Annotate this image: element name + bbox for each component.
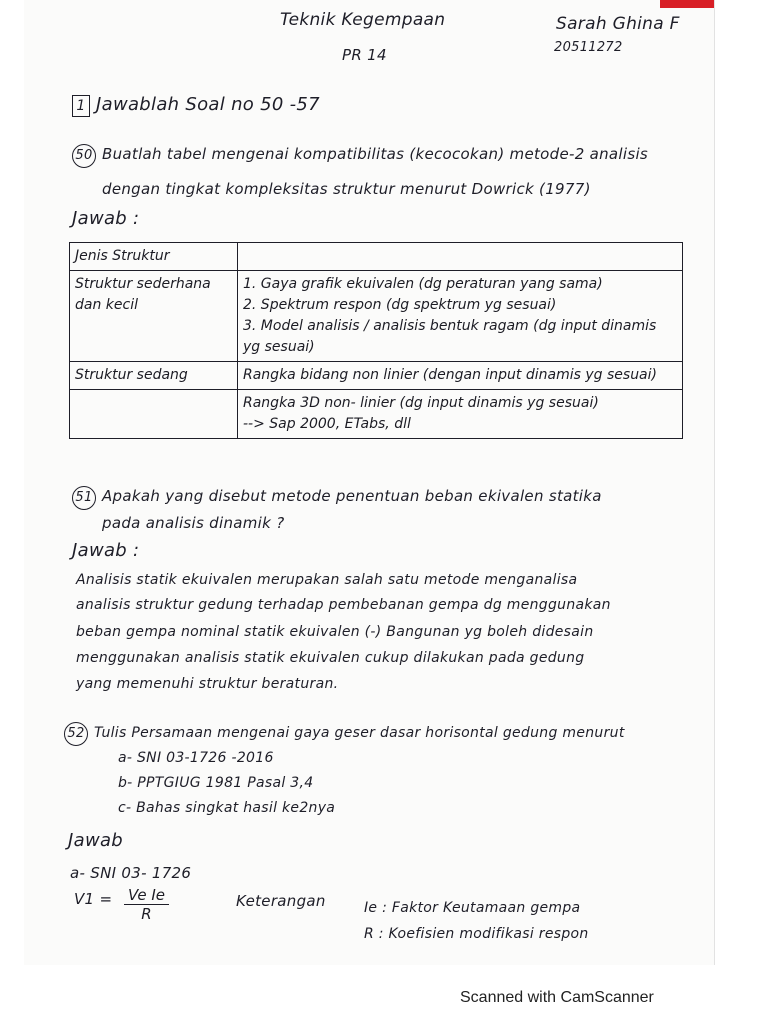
q51-answer-line: yang memenuhi struktur beraturan.: [76, 676, 339, 692]
q52-item: b- PPTGIUG 1981 Pasal 3,4: [118, 775, 314, 791]
table-header-empty-cell: [238, 243, 683, 271]
q51-answer-line: menggunakan analisis statik ekuivalen cukup dilakukan pada gedung: [76, 650, 585, 666]
method-item: 1. Gaya grafik ekuivalen (dg peraturan yang sama): [243, 276, 603, 292]
method-item: 3. Model analisis / analisis bentuk ragam (dg input dinamis yg sesuai): [243, 318, 657, 355]
q51-answer-line: Analisis statik ekuivalen merupakan salah satu metode menganalisa: [76, 572, 578, 588]
keterangan-label: Keterangan: [236, 892, 326, 910]
q51-answer-label: Jawab :: [72, 540, 140, 561]
structure-cell: Struktur sedang: [70, 362, 238, 390]
method-cell: [238, 390, 683, 439]
table-row: [70, 362, 683, 390]
q51-line1: [72, 486, 602, 510]
note-line: Ie : Faktor Keutamaan gempa: [364, 900, 581, 916]
q51-answer-line: beban gempa nominal statik ekuivalen (-) Bangunan yg boleh didesain: [76, 624, 594, 640]
student-id: 20511272: [554, 40, 623, 55]
table-header-row: [70, 243, 683, 271]
q51-answer-line: analisis struktur gedung terhadap pembebanan gempa dg menggunakan: [76, 597, 611, 613]
table-row: [70, 271, 683, 362]
method-cell: [238, 271, 683, 362]
method-item: --> Sap 2000, ETabs, dll: [243, 416, 411, 432]
q52-item: a- SNI 03-1726 -2016: [118, 750, 274, 766]
method-item: 2. Spektrum respon (dg spektrum yg sesuai): [243, 297, 557, 313]
course-title: Teknik Kegempaan: [280, 10, 446, 30]
q51-question-line1: Apakah yang disebut metode penentuan beban ekivalen statika: [102, 487, 602, 505]
scanner-watermark: Scanned with CamScanner: [460, 989, 654, 1006]
formula-fraction: [124, 886, 169, 923]
intro-text: Jawablah Soal no 50 -57: [96, 94, 320, 115]
q50-answer-label: Jawab :: [72, 208, 140, 229]
intro-number-box: 1: [72, 95, 90, 117]
formula-numerator: Ve Ie: [124, 886, 169, 905]
table-header-cell: Jenis Struktur: [70, 243, 238, 271]
red-corner-mark: [660, 0, 714, 8]
q51-number: 51: [72, 486, 96, 510]
q50-question-line2: dengan tingkat kompleksitas struktur menurut Dowrick (1977): [102, 180, 591, 198]
compatibility-table: [69, 242, 683, 439]
scanned-page: [24, 0, 714, 965]
method-item: Rangka bidang non linier (dengan input dinamis yg sesuai): [243, 367, 657, 383]
student-name: Sarah Ghina F: [556, 14, 680, 34]
method-cell: [238, 362, 683, 390]
q50-question-line1: Buatlah tabel mengenai kompatibilitas (kecocokan) metode-2 analisis: [102, 145, 649, 163]
assignment-label: PR 14: [342, 46, 387, 64]
q50-number: 50: [72, 144, 96, 168]
table-row: [70, 390, 683, 439]
q51-question-line2: pada analisis dinamik ?: [102, 514, 285, 532]
q52-answer-item: a- SNI 03- 1726: [70, 864, 192, 882]
q52-answer-label: Jawab: [68, 830, 124, 851]
note-line: R : Koefisien modifikasi respon: [364, 926, 589, 942]
method-item: Rangka 3D non- linier (dg input dinamis yg sesuai): [243, 395, 599, 411]
intro-line: [72, 94, 320, 117]
q52-item: c- Bahas singkat hasil ke2nya: [118, 800, 336, 816]
q50-line1: [72, 144, 648, 168]
structure-cell: [70, 390, 238, 439]
formula-denominator: R: [141, 905, 152, 923]
structure-cell: Struktur sederhana dan kecil: [70, 271, 238, 362]
formula-lhs: V1 =: [74, 890, 113, 908]
q52-line1: [64, 722, 625, 746]
q52-question: Tulis Persamaan mengenai gaya geser dasar horisontal gedung menurut: [94, 725, 625, 741]
q52-number: 52: [64, 722, 88, 746]
